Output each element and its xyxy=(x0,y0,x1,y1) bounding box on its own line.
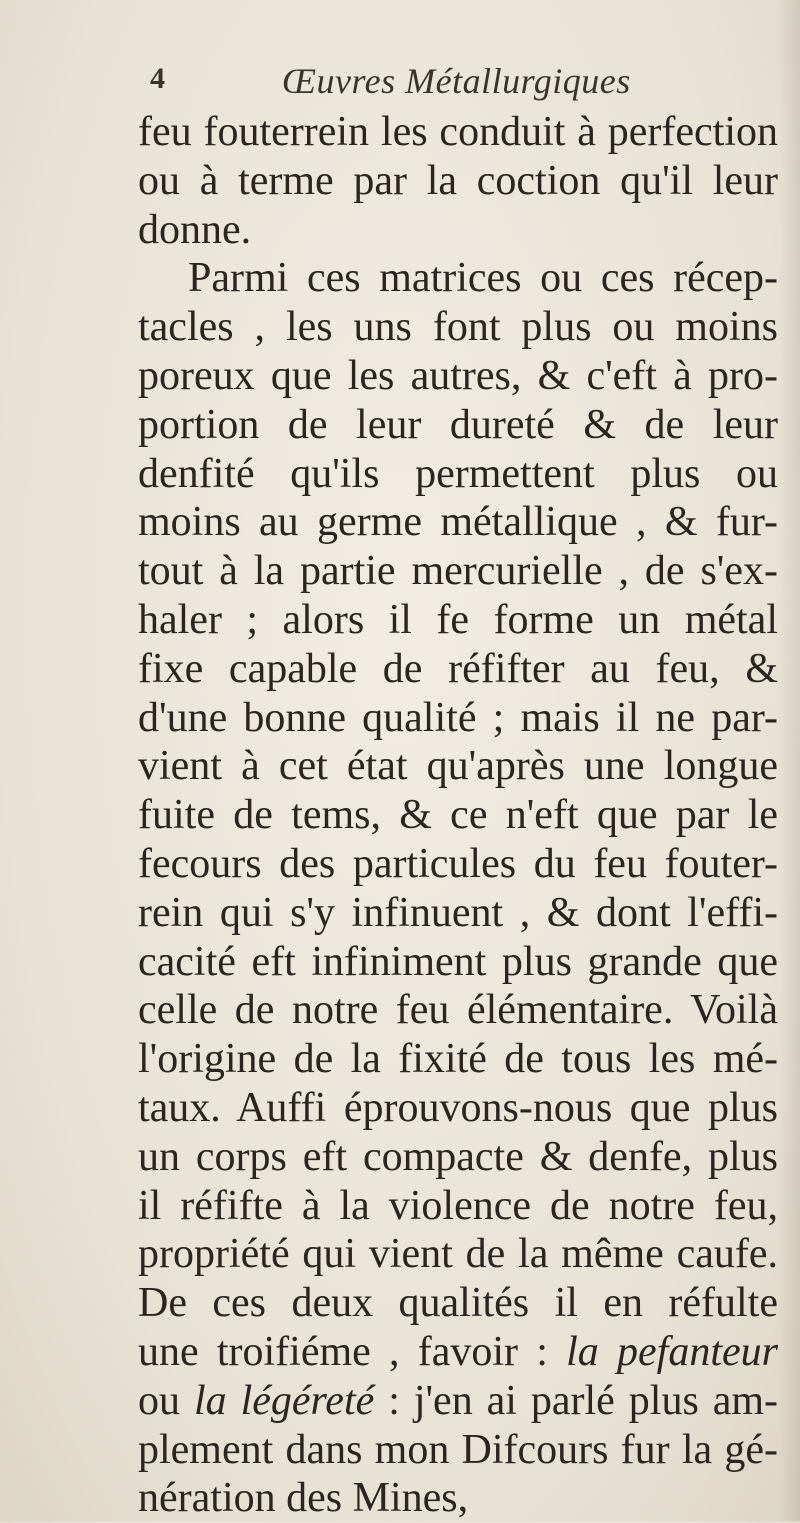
paragraph-start-line: Parmi ces matrices ou ces récep- xyxy=(188,255,778,302)
italic-term-pesanteur: la pefanteur xyxy=(566,1328,778,1375)
italic-term-legerete: la légéreté xyxy=(193,1377,375,1424)
text-line: poreux que les autres, & c'eft à pro- xyxy=(138,352,778,399)
text-line: feu fouterrein les conduit à perfection xyxy=(138,109,778,155)
text-line: portion de leur dureté & de leur xyxy=(138,401,778,448)
text-line: fecours des particules du feu fouter- xyxy=(138,840,778,887)
text-line: fuite de tems, & ce n'eft que par le xyxy=(138,792,778,839)
text-line-with-italic xyxy=(138,1328,778,1377)
running-title: Œuvres Métallurgiques xyxy=(282,61,631,101)
text-line: vient à cet état qu'après une longue xyxy=(138,743,778,790)
text-run: ou xyxy=(138,1377,194,1424)
text-line: nération des Mines, xyxy=(138,1475,469,1522)
text-line: De ces deux qualités il en réfulte xyxy=(138,1280,778,1327)
text-run: : j'en ai parlé plus am- xyxy=(374,1377,779,1424)
text-line-with-italic xyxy=(138,1377,778,1426)
text-line: l'origine de la fixité de tous les mé- xyxy=(138,1036,778,1083)
text-line: taux. Auffi éprouvons-nous que plus xyxy=(138,1084,778,1131)
text-line: tout à la partie mercurielle , de s'ex- xyxy=(138,548,778,595)
text-line: denfité qu'ils permettent plus ou xyxy=(138,450,778,497)
text-line: ou à terme par la coction qu'il leur xyxy=(138,157,778,204)
text-line: un corps eft compacte & denfe, plus xyxy=(138,1133,778,1180)
text-line: rein qui s'y infinuent , & dont l'effi- xyxy=(138,889,778,936)
text-line: cacité eft infiniment plus grande que xyxy=(138,938,778,985)
text-line: moins au germe métallique , & fur- xyxy=(138,499,778,546)
page-number: 4 xyxy=(150,62,165,95)
text-line: celle de notre feu élémentaire. Voilà xyxy=(138,987,778,1034)
text-line: il réfifte à la violence de notre feu, xyxy=(138,1182,778,1229)
body-text xyxy=(138,108,778,1523)
text-line: plement dans mon Difcours fur la gé- xyxy=(138,1426,778,1473)
text-line: haler ; alors il fe forme un métal xyxy=(138,596,778,643)
text-line: tacles , les uns font plus ou moins xyxy=(138,304,778,351)
text-line: fixe capable de réfifter au feu, & xyxy=(138,645,778,692)
text-line: d'une bonne qualité ; mais il ne par- xyxy=(138,694,778,741)
text-line: donne. xyxy=(138,206,252,253)
text-line: propriété qui vient de la même caufe. xyxy=(138,1231,778,1278)
page-edge-shadow xyxy=(778,0,800,1521)
text-run: une troifiéme , favoir : xyxy=(138,1328,567,1375)
